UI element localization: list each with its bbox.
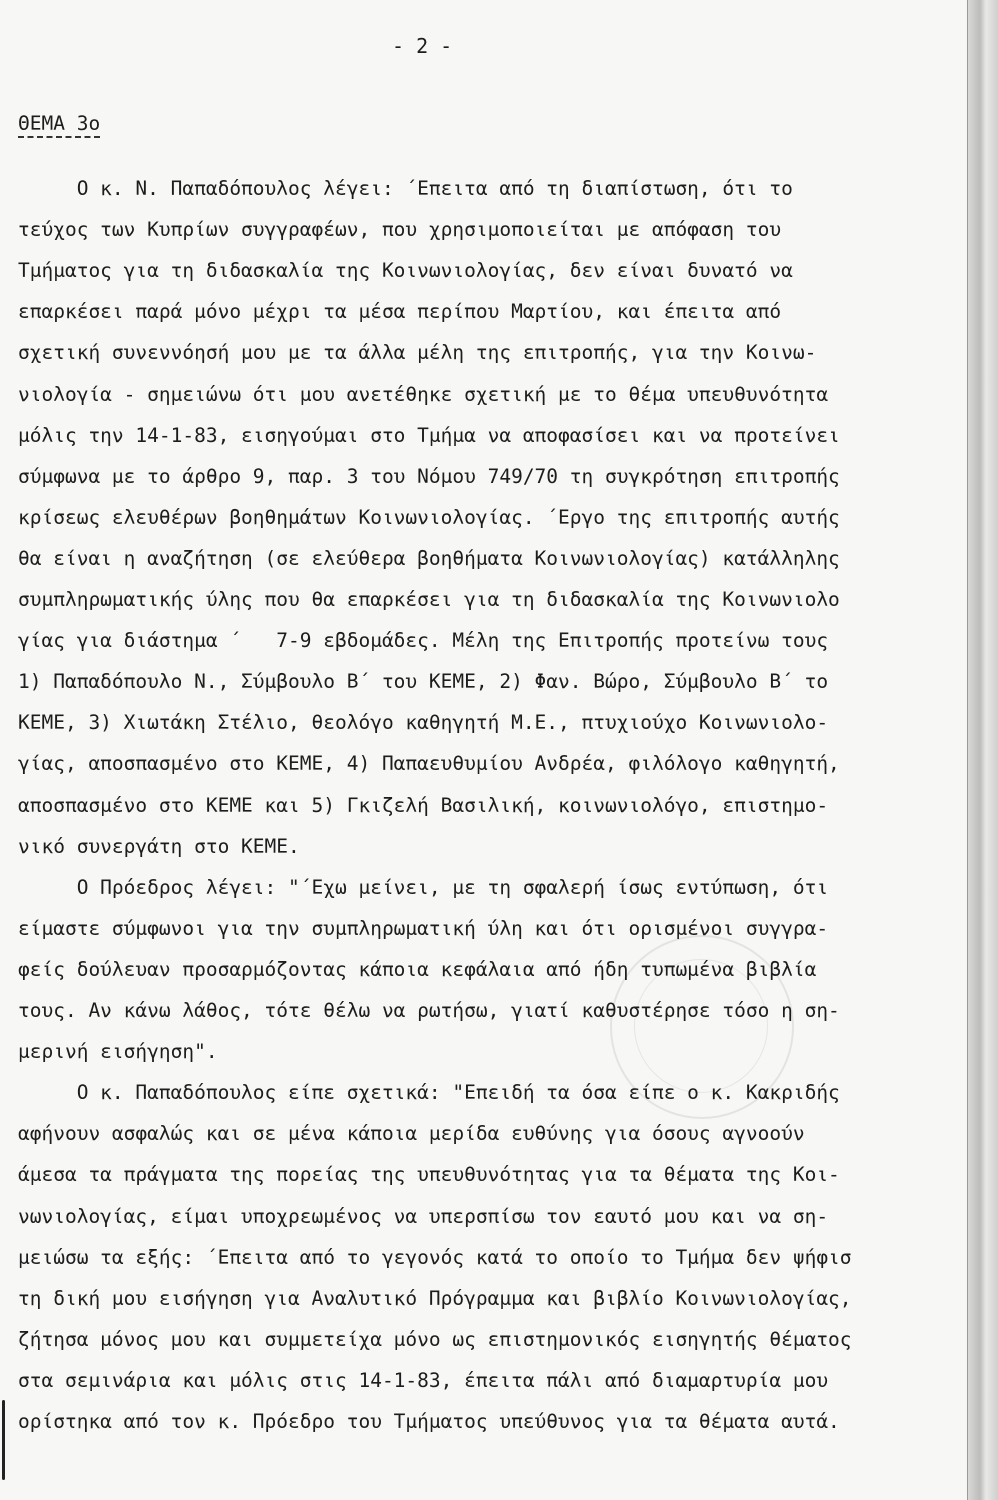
text-line: νιολογία - σημειώνω ότι μου ανετέθηκε σχετική με το θέμα υπευθυνότητα — [18, 382, 829, 406]
text-line: γίας για διάστημα ΄ 7-9 εβδομάδες. Μέλη της Επιτροπής προτείνω τους — [18, 629, 829, 653]
text-line: νικό συνεργάτη στο ΚΕΜΕ. — [18, 834, 300, 858]
text-line: μόλις την 14-1-83, εισηγούμαι στο Τμήμα να αποφασίσει και να προτείνει — [18, 423, 840, 447]
text-line: τεύχος των Κυπρίων συγγραφέων, που χρησιμοποιείται με απόφαση του — [18, 218, 782, 242]
text-line: 1) Παπαδόπουλο Ν., Σύμβουλο Β΄ του ΚΕΜΕ, 2) Φαν. Βώρο, Σύμβουλο Β΄ το — [18, 670, 829, 694]
text-line: σχετική συνεννόησή μου με τα άλλα μέλη της επιτροπής, για την Κοινω- — [18, 341, 817, 365]
text-line: επαρκέσει παρά μόνο μέχρι τα μέσα περίπου Μαρτίου, και έπειτα από — [18, 300, 782, 324]
text-line: είμαστε σύμφωνοι για την συμπληρωματική ύλη και ότι ορισμένοι συγγρα- — [18, 916, 829, 940]
text-line: ΚΕΜΕ, 3) Χιωτάκη Στέλιο, θεολόγο καθηγητή Μ.Ε., πτυχιούχο Κοινωνιολο- — [18, 711, 829, 735]
text-line: νωνιολογίας, είμαι υποχρεωμένος να υπερσπίσω τον εαυτό μου και να ση- — [18, 1204, 829, 1228]
page-number: - 2 - — [392, 34, 453, 58]
text-line: μερινή εισήγηση". — [18, 1040, 218, 1064]
text-line: Τμήματος για τη διδασκαλία της Κοινωνιολογίας, δεν είναι δυνατό να — [18, 259, 793, 283]
text-line: Ο Πρόεδρος λέγει: "΄Εχω μείνει, με τη σφαλερή ίσως εντύπωση, ότι — [18, 875, 829, 899]
text-line: στα σεμινάρια και μόλις στις 14-1-83, έπειτα πάλι από διαμαρτυρία μου — [18, 1368, 829, 1392]
text-line: ορίστηκα από τον κ. Πρόεδρο του Τμήματος υπεύθυνος για τα θέματα αυτά. — [18, 1410, 840, 1433]
text-line: τη δική μου εισήγηση για Αναλυτικό Πρόγραμμα και βιβλίο Κοινωνιολογίας, — [18, 1286, 852, 1310]
text-line: σύμφωνα με το άρθρο 9, παρ. 3 του Νόμου 749/70 τη συγκρότηση επιτροπής — [18, 464, 840, 488]
text-line: μειώσω τα εξής: ΄Επειτα από το γεγονός κατά το οποίο το Τμήμα δεν ψήφισ — [18, 1245, 852, 1269]
text-line: αφήνουν ασφαλώς και σε μένα κάποια μερίδα ευθύνης για όσους αγνοούν — [18, 1122, 805, 1146]
text-line: Ο κ. Ν. Παπαδόπουλος λέγει: ΄Επειτα από τη διαπίστωση, ότι το — [18, 177, 793, 200]
text-line: ζήτησα μόνος μου και συμμετείχα μόνο ως επιστημονικός εισηγητής θέματος — [18, 1327, 852, 1351]
text-line: γίας, αποσπασμένο στο ΚΕΜΕ, 4) Παπαευθυμίου Ανδρέα, φιλόλογο καθηγητή, — [18, 752, 840, 776]
text-line: τους. Αν κάνω λάθος, τότε θέλω να ρωτήσω, γιατί καθυστέρησε τόσο η ση- — [18, 999, 840, 1022]
text-line: άμεσα τα πράγματα της πορείας της υπευθυνότητας για τα θέματα της Κοι- — [18, 1163, 840, 1187]
section-heading: ΘΕΜΑ 3ο — [18, 112, 100, 138]
margin-mark — [2, 1400, 5, 1480]
page-binding-edge — [967, 0, 998, 1500]
text-line: θα είναι η αναζήτηση (σε ελεύθερα βοηθήματα Κοινωνιολογίας) κατάλληλης — [18, 546, 840, 570]
text-line: φείς δούλευαν προσαρμόζοντας κάποια κεφάλαια από ήδη τυπωμένα βιβλία — [18, 957, 817, 981]
text-line: κρίσεως ελευθέρων βοηθημάτων Κοινωνιολογίας. ΄Εργο της επιτροπής αυτής — [18, 505, 840, 529]
text-line: αποσπασμένο στο ΚΕΜΕ και 5) Γκιζελή Βασιλική, κοινωνιολόγο, επιστημο- — [18, 793, 829, 817]
text-line: συμπληρωματικής ύλης που θα επαρκέσει για τη διδασκαλία της Κοινωνιολο — [18, 588, 840, 611]
text-line: Ο κ. Παπαδόπουλος είπε σχετικά: "Επειδή τα όσα είπε ο κ. Κακριδής — [18, 1081, 840, 1105]
